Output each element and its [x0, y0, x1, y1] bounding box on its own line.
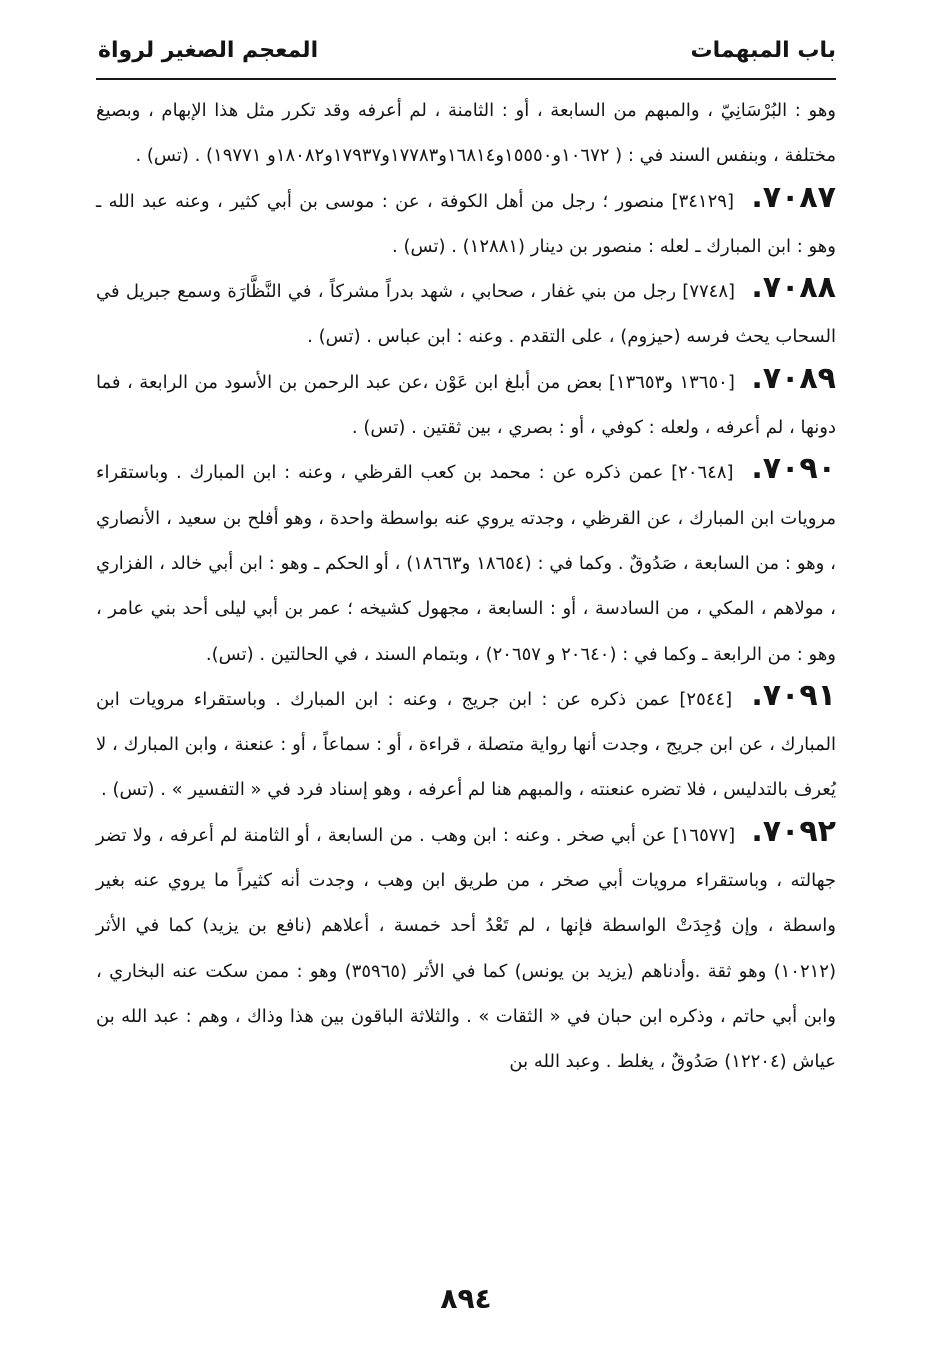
page-body — [96, 88, 836, 1085]
entry-text: [١٦٥٧٧] عن أبي صخر . وعنه : ابن وهب . من السابعة ، أو الثامنة لم أعرفه ، ولا تضر جهالته ، وباستقراء مرويات أبي صخر ، من طريق ابن وهب ، وجدت أنه كثيراً ما يروي عنه بغير واسطة ، وإن وُجِدَتْ الواسطة فإنها ، لم تَعْدُ أحد خمسة ، أعلاهم (نافع بن يزيد) كما في الأثر (١٠٢١٢) وهو ثقة .وأدناهم (يزيد بن يونس) كما في الأثر (٣٥٩٦٥) وهو : ممن سكت عنه البخاري ، وابن أبي حاتم ، وذكره ابن حبان في « الثقات » . والثلاثة الباقون بين هذا وذاك ، وهم : عبد الله بن عياش (١٢٢٠٤) صَدُوقٌ ، يغلط . وعبد الله بن — [96, 824, 836, 1073]
entry-text: [٧٧٤٨] رجل من بني غفار ، صحابي ، شهد بدراً مشركاً ، في النَّظَّارَة وسمع جبريل في السحاب يحث فرسه (حيزوم) ، على التقدم . وعنه : ابن عباس . (تس) . — [96, 281, 836, 348]
book-title: المعجم الصغير لرواة — [98, 37, 319, 63]
entry-text: [٢٠٦٤٨] عمن ذكره عن : محمد بن كعب القرظي ، وعنه : ابن المبارك . وباستقراء مرويات ابن المبارك ، عن القرظي ، وجدته يروي عنه بواسطة واحدة ، وهو أفلح بن سعيد ، الأنصاري ، وهو : من السابعة ، صَدُوقٌ . وكما في : (١٨٦٥٤ و١٨٦٦٣) ، أو الحكم ـ وهو : ابن أبي خالد ، الفزاري ، مولاهم ، المكي ، من السادسة ، أو : السابعة ، مجهول كشيخه ؛ عمر بن أبي ليلى أحد بني عامر ، وهو : من الرابعة ـ وكما في : (٢٠٦٤٠ و ٢٠٦٥٧) ، وبتمام السند ، في الحالتين . (تس). — [96, 462, 836, 665]
entry-7091 — [96, 677, 836, 813]
entry-7090 — [96, 450, 836, 676]
running-header — [98, 30, 836, 70]
entry-7088 — [96, 269, 836, 360]
entry-number: ٧٠٩٢. — [751, 813, 836, 849]
entry-number: ٧٠٩١. — [751, 677, 836, 713]
page-number: ٨٩٤ — [440, 1282, 492, 1315]
entry-7087 — [96, 179, 836, 270]
entry-number: ٧٠٨٧. — [751, 179, 836, 215]
entry-number: ٧٠٩٠. — [751, 451, 836, 487]
entry-number: ٧٠٨٩. — [751, 360, 836, 396]
entry-7089 — [96, 360, 836, 451]
entry-7092 — [96, 813, 836, 1085]
intro-paragraph: وهو : البُرْسَانِيّ ، والمبهم من السابعة ، أو : الثامنة ، لم أعرفه وقد تكرر مثل هذا الإبهام ، وبصيغ مختلفة ، وبنفس السند في : ( ١٠٦٧٢و١٥٥٥٠و١٦٨١٤و١٧٧٨٣و١٧٩٣٧و١٨٠٨٢و ١٩٧٧١) . (تس) . — [96, 100, 836, 167]
entry-text: [١٣٦٥٠ و١٣٦٥٣] بعض من أبلغ ابن عَوْن ،عن عبد الرحمن بن الأسود من الرابعة ، فما دونها ، لم أعرفه ، ولعله : كوفي ، أو : بصري ، بين ثقتين . (تس) . — [96, 371, 836, 439]
entry-number: ٧٠٨٨. — [751, 270, 836, 306]
entry-text: [٣٤١٢٩] منصور ؛ رجل من أهل الكوفة ، عن : موسى بن أبي كثير ، وعنه عبد الله ـ وهو : ابن المبارك ـ لعله : منصور بن دينار (١٢٨٨١) . (تس) . — [96, 190, 836, 257]
entry-text: [٢٥٤٤] عمن ذكره عن : ابن جريج ، وعنه : ابن المبارك . وباستقراء مرويات ابن المبارك ، عن ابن جريج ، وجدت أنها رواية متصلة ، قراءة ، أو : سماعاً ، أو : عنعنة ، وابن المبارك ، لا يُعرف بالتدليس ، فلا تضره عنعنته ، والمبهم هنا لم أعرفه ، وهو إسناد فرد في « التفسير » . (تس) . — [96, 688, 836, 801]
header-divider — [96, 78, 836, 80]
section-title: باب المبهمات — [690, 37, 836, 63]
